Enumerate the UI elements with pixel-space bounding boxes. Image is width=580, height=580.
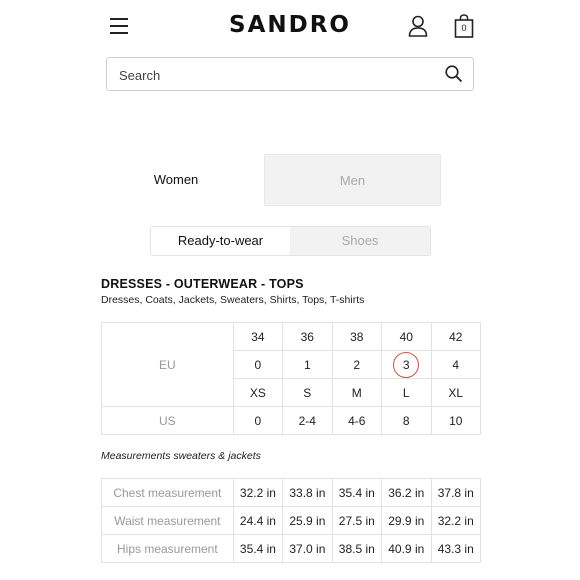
- tab-ready-to-wear[interactable]: Ready-to-wear: [151, 227, 290, 255]
- table-row: [102, 407, 481, 435]
- tab-men[interactable]: Men: [264, 154, 441, 206]
- table-cell: XS: [233, 379, 282, 407]
- table-cell: 8: [382, 407, 432, 435]
- highlight-circle: 3: [393, 352, 419, 378]
- table-cell: 2-4: [283, 407, 332, 435]
- hamburger-menu-icon[interactable]: [110, 17, 128, 35]
- table-cell: 4-6: [332, 407, 381, 435]
- table-cell: 25.9 in: [283, 507, 332, 535]
- row-label: Waist measurement: [102, 507, 234, 535]
- section-subtitle: Dresses, Coats, Jackets, Sweaters, Shirts, Tops, T-shirts: [101, 294, 365, 306]
- table-row: [102, 535, 481, 563]
- table-cell: 36: [283, 323, 332, 351]
- table-cell: 10: [431, 407, 481, 435]
- table-cell: 38.5 in: [332, 535, 381, 563]
- table-cell: L: [382, 379, 432, 407]
- table-cell: 35.4 in: [332, 479, 381, 507]
- table-row: [102, 507, 481, 535]
- table-cell: 32.2 in: [233, 479, 282, 507]
- tab-shoes[interactable]: Shoes: [290, 227, 430, 255]
- table-cell: 34: [233, 323, 282, 351]
- search-input[interactable]: [119, 66, 439, 84]
- measurements-table: [101, 478, 481, 563]
- eu-label: EU: [102, 323, 234, 407]
- table-cell: 1: [283, 351, 332, 379]
- site-header: [0, 0, 580, 54]
- row-label: Hips measurement: [102, 535, 234, 563]
- table-cell: XL: [431, 379, 481, 407]
- table-cell: 42: [431, 323, 481, 351]
- table-cell: 29.9 in: [382, 507, 431, 535]
- user-icon[interactable]: [408, 15, 428, 37]
- measurements-title: Measurements sweaters & jackets: [101, 450, 261, 462]
- shopping-bag-icon[interactable]: [454, 14, 474, 38]
- table-cell: M: [332, 379, 381, 407]
- table-cell: 40.9 in: [382, 535, 431, 563]
- section-title: DRESSES - OUTERWEAR - TOPS: [101, 277, 304, 291]
- table-cell: 43.3 in: [431, 535, 481, 563]
- brand-logo[interactable]: SANDRO: [229, 12, 351, 38]
- table-cell: 37.8 in: [431, 479, 481, 507]
- table-cell: 36.2 in: [382, 479, 431, 507]
- table-cell: 37.0 in: [283, 535, 332, 563]
- table-cell: 40: [382, 323, 432, 351]
- table-cell: 0: [233, 407, 282, 435]
- table-cell: 27.5 in: [332, 507, 381, 535]
- tab-women[interactable]: Women: [88, 154, 264, 206]
- table-cell: 4: [431, 351, 481, 379]
- cart-count: 0: [461, 23, 467, 33]
- row-label: Chest measurement: [102, 479, 234, 507]
- search-bar: [106, 57, 474, 91]
- table-row: [102, 323, 481, 351]
- table-row: [102, 479, 481, 507]
- table-cell: S: [283, 379, 332, 407]
- table-cell: 33.8 in: [283, 479, 332, 507]
- table-cell: 24.4 in: [233, 507, 282, 535]
- size-conversion-table: [101, 322, 481, 435]
- us-label: US: [102, 407, 234, 435]
- table-cell: 35.4 in: [233, 535, 282, 563]
- search-icon[interactable]: [445, 65, 463, 83]
- table-cell: 38: [332, 323, 381, 351]
- table-cell: 2: [332, 351, 381, 379]
- table-cell-highlighted: [382, 351, 432, 379]
- category-tabs: [150, 226, 431, 256]
- table-cell: 32.2 in: [431, 507, 481, 535]
- table-cell: 0: [233, 351, 282, 379]
